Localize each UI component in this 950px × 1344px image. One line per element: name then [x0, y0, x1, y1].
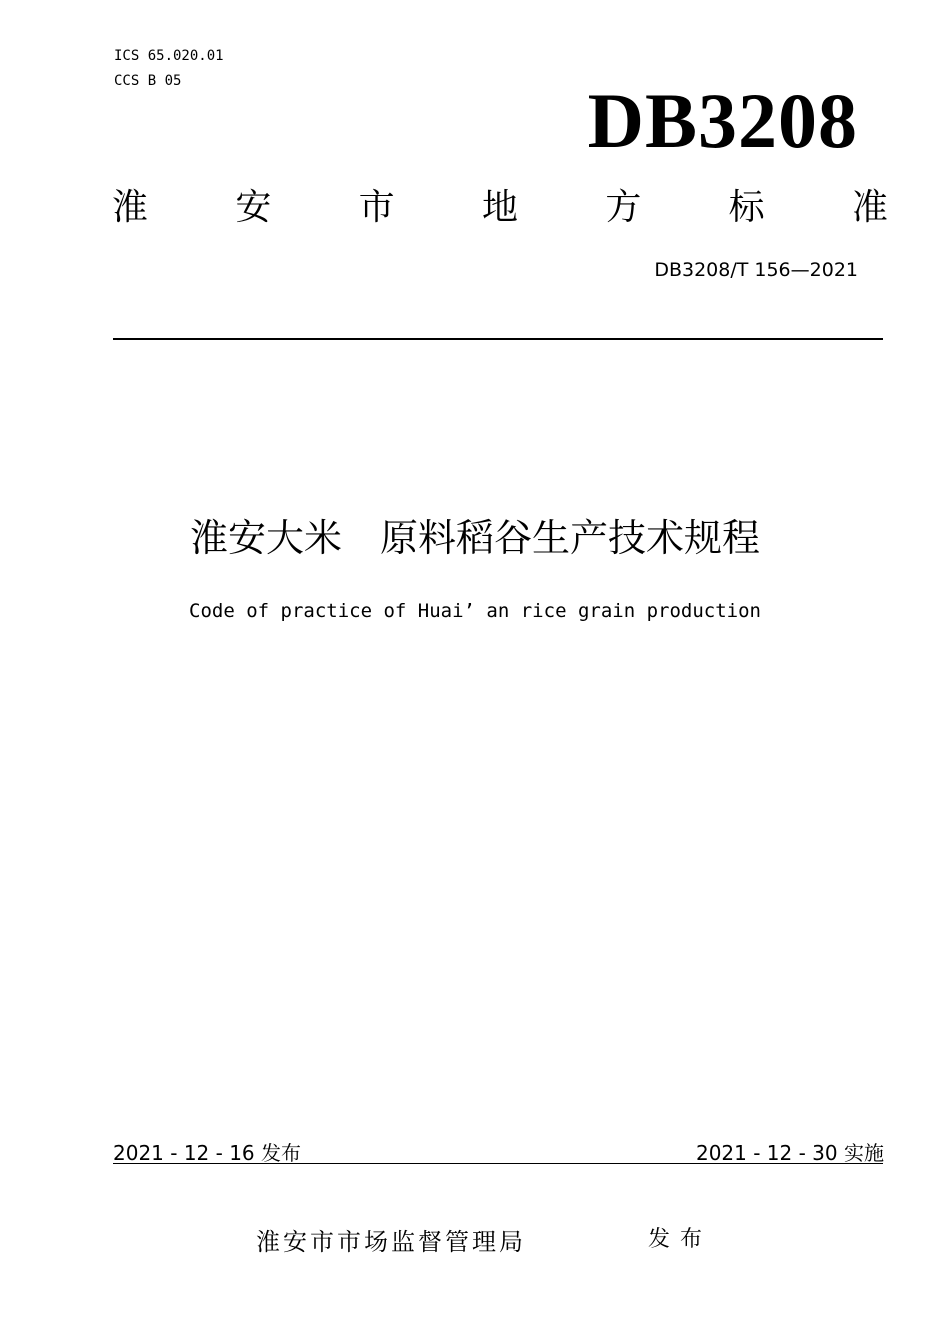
standard-type-char: 标	[728, 187, 765, 228]
issue-label: 发布	[648, 1227, 713, 1252]
document-title-en: Code of practice of Huai’ an rice grain production	[189, 600, 761, 622]
header-divider	[113, 338, 883, 340]
standard-type-char: 安	[235, 187, 272, 228]
footer-divider	[113, 1163, 883, 1164]
standard-type-char: 市	[358, 187, 395, 228]
title-cn-part1: 淮安大米	[189, 516, 342, 560]
standard-type	[112, 186, 888, 230]
standard-type-char: 准	[851, 187, 888, 228]
standard-number: DB3208/T 156—2021	[654, 259, 858, 281]
standard-type-char: 地	[481, 187, 518, 228]
ccs-code: CCS B 05	[114, 73, 182, 89]
standard-type-char: 淮	[112, 187, 149, 228]
issue-date: 2021 - 12 - 16 发布	[113, 1141, 302, 1165]
title-cn-part2: 原料稻谷生产技术规程	[380, 516, 761, 560]
ics-code: ICS 65.020.01	[114, 48, 224, 64]
standard-type-char: 方	[605, 187, 642, 228]
issuing-authority: 淮安市市场监督管理局	[256, 1228, 526, 1256]
implementation-date: 2021 - 12 - 30 实施	[695, 1141, 884, 1165]
document-title-cn	[0, 514, 950, 562]
db-code: DB3208	[587, 77, 858, 164]
